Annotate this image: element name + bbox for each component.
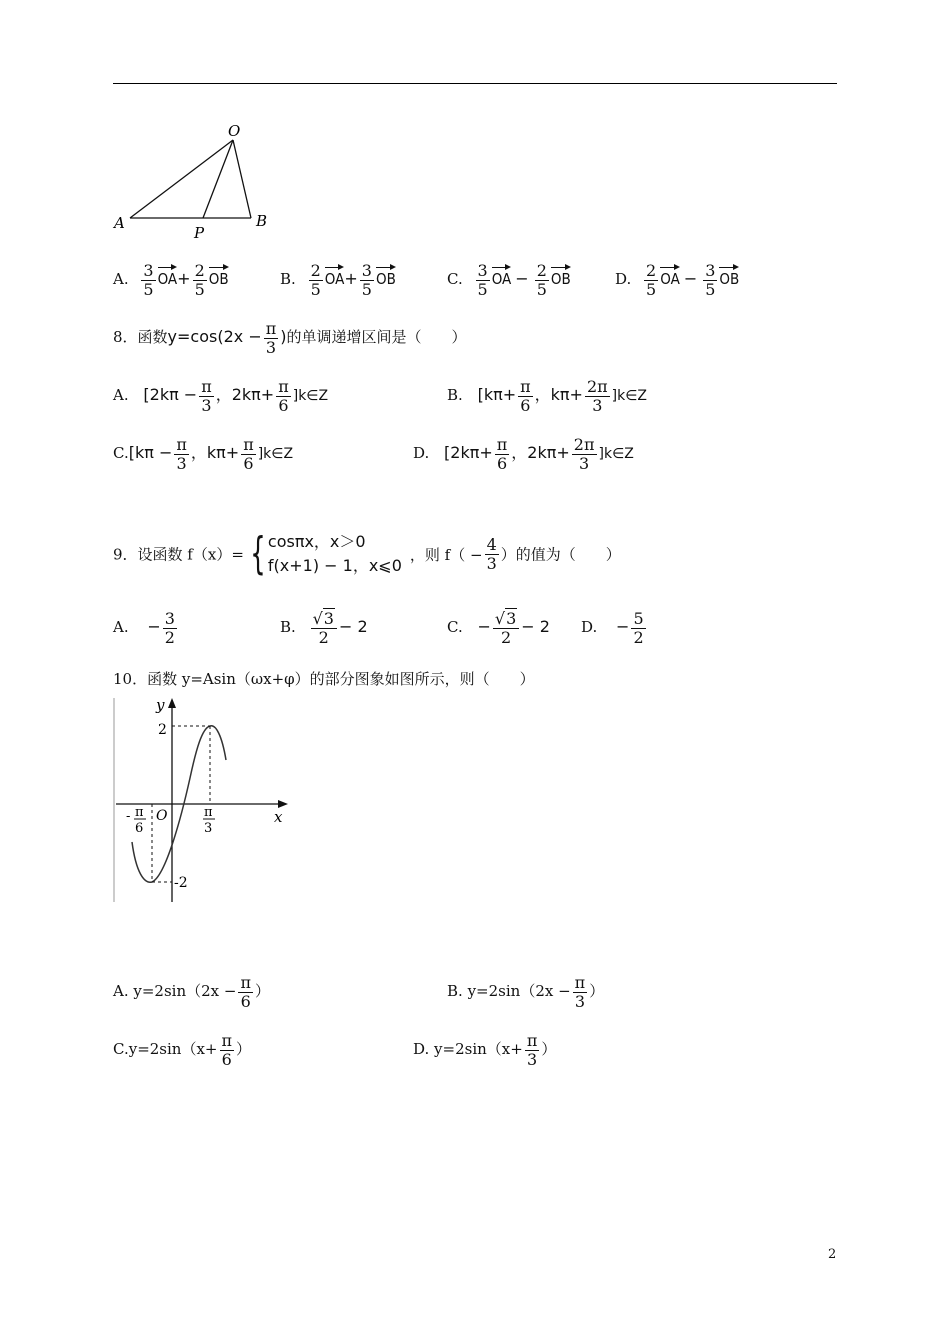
header-rule [113, 83, 837, 84]
q8-option-a[interactable]: A. [2kπ − $\frac{\pi}{3}$ ，2kπ+ $\frac{\pi}{6}$ ]k∈Z [113, 377, 329, 415]
x-axis-label: x [274, 808, 283, 826]
q8-option-c[interactable]: C.[kπ − $\frac{\pi}{3}$ ，kπ+ $\frac{\pi}{6}$ ]k∈Z [113, 435, 294, 473]
sqrt-symbol: √3 [494, 609, 517, 628]
q9-option-d[interactable]: D. − $\frac{5}{2}$ [581, 609, 644, 647]
page-number: 2 [828, 1247, 837, 1262]
x-axis-arrow [278, 800, 288, 808]
vector-ob: OB [550, 270, 571, 289]
q9-option-b[interactable]: B. $\frac{√3}{2}$ − 2 [280, 609, 368, 647]
q8-option-d[interactable]: D. [2kπ+ $\frac{\pi}{6}$ ，2kπ+ $\frac{2\pi}{3}$ ]k∈Z [413, 435, 634, 473]
q7-option-a[interactable]: A. $\frac{3}{5}$ OA+ $\frac{2}{5}$ OB [113, 261, 229, 299]
label-B: B [256, 212, 268, 230]
triangle-figure [108, 118, 278, 242]
y-max-label: 2 [158, 722, 167, 738]
q9-option-c[interactable]: C. − $\frac{√3}{2}$ − 2 [447, 609, 550, 647]
vector-oa: OA [660, 270, 680, 289]
y-min-label: -2 [174, 875, 188, 891]
x-right-den: 3 [204, 821, 213, 836]
vector-ob: OB [719, 270, 740, 289]
x-left-den: 6 [135, 821, 144, 836]
label-P: P [194, 224, 205, 242]
x-left-num: π [135, 805, 144, 820]
q8-option-b[interactable]: B. [kπ+ $\frac{\pi}{6}$ ，kπ+ $\frac{2\pi}{3}$ ]k∈Z [447, 377, 648, 415]
x-right-num: π [204, 805, 213, 820]
vector-ob: OB [375, 270, 396, 289]
y-axis-arrow [168, 698, 176, 708]
q7-option-d[interactable]: D. $\frac{2}{5}$ OA − $\frac{3}{5}$ OB [615, 261, 740, 299]
segment-OB [233, 140, 251, 218]
q7-option-c[interactable]: C. $\frac{3}{5}$ OA − $\frac{2}{5}$ OB [447, 261, 571, 299]
q10-option-d[interactable]: D. y=2sin（x+ $\frac{\pi}{3}$ ） [413, 1031, 557, 1069]
origin-label: O [156, 808, 168, 824]
y-axis-label: y [156, 696, 165, 714]
q10-option-a[interactable]: A. y=2sin（2x − $\frac{\pi}{6}$ ） [113, 973, 271, 1011]
q10-stem: 10．函数 y=Asin（ωx+φ）的部分图象如图所示，则（ ） [113, 670, 535, 688]
piecewise-function: { cosπx，x＞0 f(x+1) − 1，x⩽0 [250, 528, 402, 579]
x-left-sign: - [126, 809, 131, 824]
vector-oa: OA [157, 270, 178, 289]
q8-stem: 8．函数y=cos(2x − $\frac{\pi}{3}$ )的单调递增区间是（ ） [113, 319, 467, 357]
q10-option-c[interactable]: C.y=2sin（x+ $\frac{\pi}{6}$ ） [113, 1031, 252, 1069]
sine-graph [110, 694, 300, 906]
label-O: O [228, 122, 241, 140]
label-A: A [114, 214, 125, 232]
vector-oa: OA [491, 270, 512, 289]
q7-option-b[interactable]: B. $\frac{2}{5}$ OA+ $\frac{3}{5}$ OB [280, 261, 396, 299]
q10-option-b[interactable]: B. y=2sin（2x − $\frac{\pi}{3}$ ） [447, 973, 605, 1011]
q9-stem: 9．设函数 f（x）= { cosπx，x＞0 f(x+1) − 1，x⩽0 ，则 f（ − $\frac{4}{3}$ ）的值为（ ） [113, 528, 621, 579]
vector-oa: OA [324, 270, 345, 289]
q9-option-a[interactable]: A. − $\frac{3}{2}$ [113, 609, 175, 647]
vector-ob: OB [208, 270, 229, 289]
sqrt-symbol: √3 [312, 609, 334, 628]
